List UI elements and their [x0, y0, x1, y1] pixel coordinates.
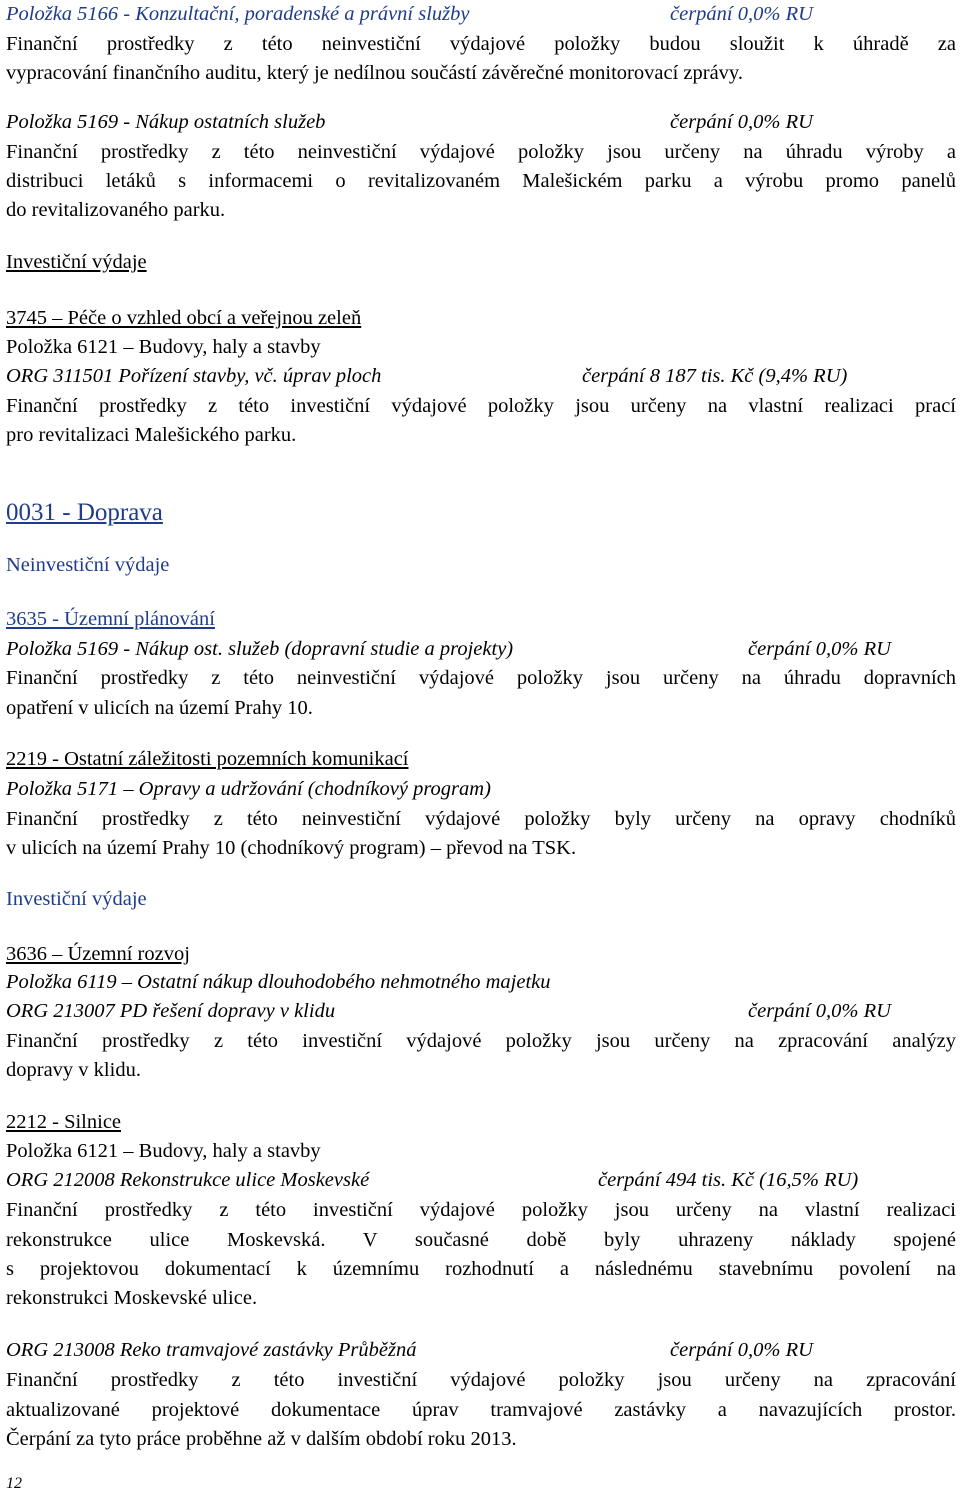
- section-2212-text-1: Finanční prostředky z této investiční výdajové položky jsou určeny na vlastní realizaci: [6, 1199, 956, 1221]
- section-3745: 3745 – Péče o vzhled obcí a veřejnou zeleň: [6, 307, 362, 329]
- section-3636: 3636 – Územní rozvoj: [6, 943, 190, 965]
- section-2219-text-2: v ulicích na území Prahy 10 (chodníkový program) – převod na TSK.: [6, 837, 577, 859]
- item-5166-title: Položka 5166 - Konzultační, poradenské a právní služby: [6, 3, 470, 25]
- item-5171: Položka 5171 – Opravy a udržování (chodníkový program): [6, 778, 491, 800]
- org-311501-text-2: pro revitalizaci Malešického parku.: [6, 424, 297, 446]
- item-5166-text-2: vypracování finančního auditu, který je nedílnou součástí závěrečné monitorovací zprávy.: [6, 62, 743, 84]
- org-212008: ORG 212008 Rekonstrukce ulice Moskevské: [6, 1169, 370, 1191]
- org-213008-text-2: aktualizované projektové dokumentace úprav tramvajové zastávky a navazujících prostor.: [6, 1399, 956, 1421]
- item-5169-text-1: Finanční prostředky z této neinvestiční výdajové položky jsou určeny na úhradu výroby a: [6, 141, 956, 163]
- section-2219: 2219 - Ostatní záležitosti pozemních komunikací: [6, 748, 409, 770]
- item-6119: Položka 6119 – Ostatní nákup dlouhodobého nehmotného majetku: [6, 971, 551, 993]
- item-5166-draw: čerpání 0,0% RU: [670, 3, 813, 25]
- section-2212: 2212 - Silnice: [6, 1111, 122, 1133]
- org-213007: ORG 213007 PD řešení dopravy v klidu: [6, 1000, 336, 1022]
- item-5169-3635: Položka 5169 - Nákup ost. služeb (dopravní studie a projekty): [6, 638, 514, 660]
- org-311501-draw: čerpání 8 187 tis. Kč (9,4% RU): [582, 365, 848, 387]
- item-5166-text-1: Finanční prostředky z této neinvestiční výdajové položky budou sloužit k úhradě za: [6, 33, 956, 55]
- section-2219-text-1: Finanční prostředky z této neinvestiční výdajové položky byly určeny na opravy chodníků: [6, 808, 956, 830]
- section-2212-text-2: rekonstrukce ulice Moskevská. V současné době byly uhrazeny náklady spojené: [6, 1229, 956, 1251]
- section-heading-doprava: 0031 - Doprava: [6, 499, 163, 526]
- page-number: 12: [6, 1475, 22, 1492]
- org-213007-draw: čerpání 0,0% RU: [748, 1000, 891, 1022]
- org-311501: ORG 311501 Pořízení stavby, vč. úprav ploch: [6, 365, 382, 387]
- org-212008-draw: čerpání 494 tis. Kč (16,5% RU): [598, 1169, 859, 1191]
- section-3636-text-2: dopravy v klidu.: [6, 1059, 141, 1081]
- org-213008-text-1: Finanční prostředky z této investiční výdajové položky jsou určeny na zpracování: [6, 1369, 956, 1391]
- org-213008-draw: čerpání 0,0% RU: [670, 1339, 813, 1361]
- item-5169-3635-draw: čerpání 0,0% RU: [748, 638, 891, 660]
- section-3635: 3635 - Územní plánování: [6, 608, 215, 630]
- section-3635-text-2: opatření v ulicích na území Prahy 10.: [6, 697, 313, 719]
- section-3636-text-1: Finanční prostředky z této investiční výdajové položky jsou určeny na zpracování analýzy: [6, 1030, 956, 1052]
- investment-heading-doprava: Investiční výdaje: [6, 888, 147, 910]
- item-5169-title: Položka 5169 - Nákup ostatních služeb: [6, 111, 326, 133]
- non-investment-heading: Neinvestiční výdaje: [6, 554, 170, 576]
- item-5169-text-3: do revitalizovaného parku.: [6, 199, 226, 221]
- org-213008-text-3: Čerpání za tyto práce proběhne až v dalším období roku 2013.: [6, 1428, 517, 1450]
- section-2212-text-3: s projektovou dokumentací k územnímu rozhodnutí a následnému stavebnímu povolení na: [6, 1258, 956, 1280]
- org-311501-text-1: Finanční prostředky z této investiční výdajové položky jsou určeny na vlastní realizaci prací: [6, 395, 956, 417]
- item-5169-text-2: distribuci letáků s informacemi o revitalizovaném Malešickém parku a výrobu promo panelů: [6, 170, 956, 192]
- section-3635-text-1: Finanční prostředky z této neinvestiční výdajové položky jsou určeny na úhradu dopravních: [6, 667, 956, 689]
- item-6121-3745: Položka 6121 – Budovy, haly a stavby: [6, 336, 321, 358]
- org-213008: ORG 213008 Reko tramvajové zastávky Průběžná: [6, 1339, 417, 1361]
- section-2212-text-4: rekonstrukci Moskevské ulice.: [6, 1287, 258, 1309]
- item-6121-2212: Položka 6121 – Budovy, haly a stavby: [6, 1140, 321, 1162]
- investment-heading: Investiční výdaje: [6, 251, 147, 273]
- item-5169-draw: čerpání 0,0% RU: [670, 111, 813, 133]
